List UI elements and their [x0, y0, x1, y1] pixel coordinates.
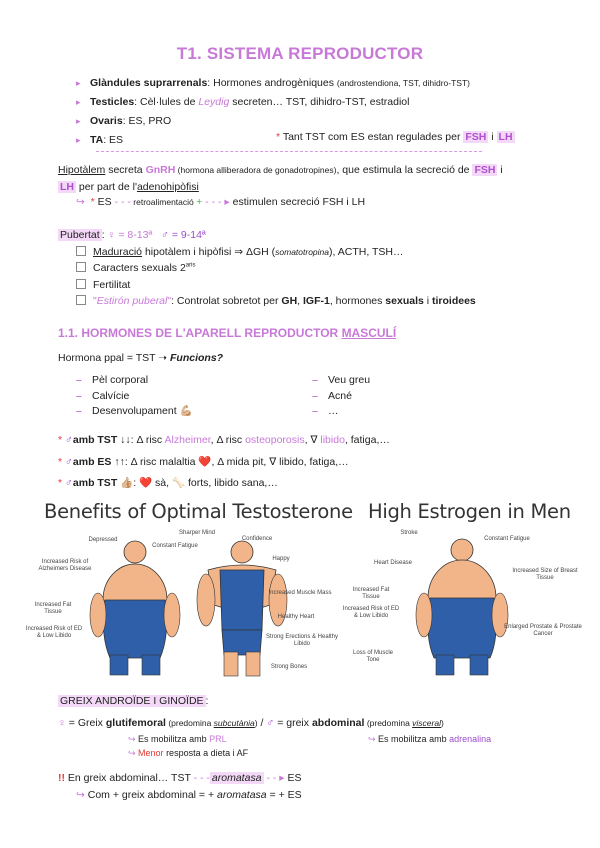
- image-label: Happy: [272, 556, 290, 562]
- list-item: Fertilitat: [76, 279, 130, 291]
- effect-row: * ♂amb TST ↓↓: Δ risc Alzheimer, Δ risc osteoporosis, ∇ libido, fatiga,…: [58, 434, 390, 446]
- functions-right: [312, 373, 370, 420]
- image-label: Loss of Muscle Tone: [352, 650, 394, 663]
- checkbox-icon: [76, 246, 86, 256]
- list-item: ▸ Glàndules suprarrenals: Hormones androgèniques (androstendiona, TST, dihidro-TST): [76, 74, 470, 93]
- image-label: Increased Fat Tissue: [352, 587, 390, 600]
- list-item: – …: [312, 404, 370, 420]
- checkbox-icon: [76, 295, 86, 305]
- estrogen-man-figure: [416, 539, 508, 675]
- illustration: [30, 530, 590, 680]
- effect-row: * ♂amb ES ↑↑: Δ risc malaltia ❤️, Δ mida pit, ∇ libido, fatiga,…: [58, 456, 349, 468]
- list-item: – Veu greu: [312, 373, 370, 389]
- effect-row: * ♂amb TST 👍🏼: ❤️ sà, 🦴 forts, libido sana,…: [58, 477, 278, 489]
- fat-sub: ↪ Es mobilitza amb adrenalina: [368, 734, 492, 744]
- aromatase-sub: ↪ Com + greix abdominal = + aromatasa = + ES: [76, 789, 302, 801]
- section-heading: 1.1. HORMONES DE L'APARELL REPRODUCTOR MASCULÍ: [58, 326, 397, 340]
- image-label: Confidence: [241, 536, 273, 542]
- image-label: Strong Bones: [270, 664, 308, 670]
- image-label: Heart Disease: [374, 560, 413, 566]
- image-label: Healthy Heart: [277, 614, 315, 620]
- list-item: – Pèl corporal: [76, 373, 193, 389]
- image-label: Increased Size of Breast Tissue: [512, 568, 578, 581]
- puberty-heading: Pubertat : ♀ = 8-13ª ♂ = 9-14ª: [60, 229, 206, 241]
- divider: [96, 151, 482, 152]
- hormone-main: Hormona ppal = TST ➝ Funcions?: [58, 352, 224, 364]
- image-label: Constant Fatigue: [484, 536, 530, 542]
- image-label: Increased Risk of ED & Low Libido: [25, 626, 83, 639]
- checkbox-icon: [76, 279, 86, 289]
- list-item: "Estirón puberal": Controlat sobretot per GH, IGF-1, hormones sexuals i tiroidees: [76, 295, 476, 307]
- list-item: Caracters sexuals $2^{aris}$: [76, 262, 195, 274]
- fat-sub: ↪ Menor resposta a dieta i AF: [128, 748, 249, 758]
- feedback-line: ↪ * ES - - - retroalimentació + - - - ▸ estimulen secreció FSH i LH: [76, 196, 366, 208]
- regulation-note: * Tant TST com ES estan regulades per FSH i LH: [276, 131, 513, 143]
- list-item: ▸ Testicles: Cèl·lules de Leydig secreten… TST, dihidro-TST, estradiol: [76, 93, 470, 112]
- hypothalamus-paragraph: Hipotàlem secreta GnRH (hormona alliberadora de gonadotropines), que estimula la secreció de FSH i LH per part de l'adenohipòfisi: [58, 164, 503, 193]
- aromatase-line: !! En greix abdominal… TST - - - aromatasa - - ▸ ES: [58, 772, 302, 784]
- fat-heading: GREIX ANDROÏDE I GINOÏDE :: [60, 695, 209, 707]
- image-label: Increased Risk of Alzheimers Disease: [38, 559, 92, 572]
- image-title-testosterone: Benefits of Optimal Testosterone: [44, 500, 353, 523]
- functions-left: [76, 373, 193, 420]
- image-label: Increased Fat Tissue: [34, 602, 72, 615]
- list-item: – Acné: [312, 389, 370, 405]
- image-label: Constant Fatigue: [152, 543, 198, 549]
- fat-sub: ↪ Es mobilitza amb PRL: [128, 734, 227, 744]
- checkbox-icon: [76, 262, 86, 272]
- list-item: ▸ Ovaris: ES, PRO: [76, 112, 470, 131]
- page-title: T1. SISTEMA REPRODUCTOR: [176, 44, 424, 63]
- image-label: Depressed: [88, 537, 118, 543]
- image-label: Increased Muscle Mass: [268, 590, 332, 596]
- list-item: – Desenvolupament 💪🏼: [76, 404, 193, 420]
- image-label: Stroke: [400, 530, 418, 536]
- image-label: Increased Risk of ED & Low Libido: [342, 606, 400, 619]
- image-label: Enlarged Prostate & Prostate Cancer: [504, 624, 582, 637]
- list-item: ▸ TA: ES: [76, 131, 470, 150]
- list-item: Maduració hipotàlem i hipòfisi ⇒ ΔGH (somatotropina), ACTH, TSH…: [76, 246, 404, 258]
- image-title-estrogen: High Estrogen in Men: [368, 500, 571, 523]
- list-item: – Calvície: [76, 389, 193, 405]
- image-label: Strong Erections & Healthy Libido: [265, 634, 339, 647]
- fat-line: ♀ = Greix glutifemoral (predomina subcutània) / ♂ = greix abdominal (predomina visceral): [58, 717, 444, 729]
- fat-man-figure: [90, 541, 180, 675]
- image-label: Sharper Mind: [178, 530, 216, 536]
